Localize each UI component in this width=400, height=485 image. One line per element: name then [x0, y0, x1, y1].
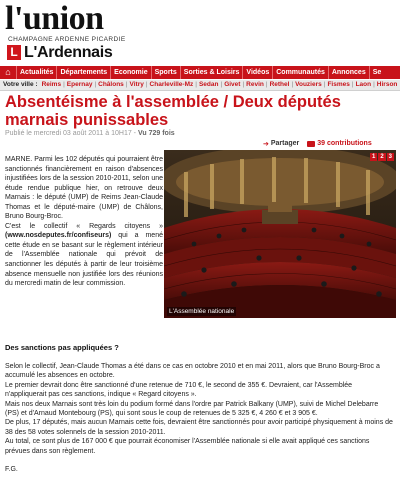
lead-paragraph-2 [5, 222, 163, 289]
lead-paragraph-1: MARNE. Parmi les 102 députés qui pourraient être sanctionnés financièrement en raison d'absences injustifiées lors de la session 2010-2011, selon une étude rendue publique hier, on retrouve deux Marnais : le député (UMP) de Reims Jean-Claude Thomas et le député-maire (UMP) de Châlons, Bruno Bourg-Broc. [5, 156, 163, 221]
nav-item-3[interactable]: Sports [151, 66, 180, 79]
lead-text-cont: qui a mené cette étude en se basant sur le règlement intérieur de l'Assemblée nationale qui prévoit de sanctionner les députés à partir de leur troisième absence mensuelle non justifiée lors des réunions du mercredi matin de leur commission. [5, 232, 163, 288]
body-paragraph-1: Selon le collectif, Jean-Claude Thomas a été dans ce cas en octobre 2010 et en mai 2011, alors que Bruno Bourg-Broc a accumulé les absences en octobre. [5, 363, 380, 380]
city-link-4[interactable]: Charleville-Mz [149, 81, 194, 88]
site-logo[interactable] [5, 2, 265, 62]
city-link-12[interactable]: Hirson [376, 81, 398, 88]
article-signature: F.G. [5, 466, 18, 474]
main-nav [0, 66, 400, 79]
article-toolbar [263, 139, 372, 148]
meta-separator: - [131, 130, 138, 137]
body-paragraph-5: Au total, ce sont plus de 167 000 € que pourrait économiser l'Assemblée nationale si elle avait appliqué ces sanctions prévues dans son règlement. [5, 438, 370, 455]
body-paragraph-4: De plus, 17 députés, mais aucun Marnais cette fois, devraient être sanctionnés pour avoir participé physiquement à moins de 38 des 58 votes solennels de la session 2010-2011. [5, 419, 393, 436]
city-link-2[interactable]: Châlons [98, 81, 124, 88]
city-link-3[interactable]: Vitry [129, 81, 144, 88]
article-meta [5, 129, 175, 138]
article-body [5, 362, 393, 474]
city-separator: | [125, 81, 128, 88]
contributions-link[interactable]: 39 contributions [317, 140, 372, 147]
photo-page-0[interactable]: 1 [371, 154, 376, 160]
city-separator: | [195, 81, 197, 88]
city-nav-label: Votre ville : [3, 81, 38, 88]
article-photo[interactable] [164, 150, 396, 318]
nav-item-5[interactable]: Vidéos [242, 66, 272, 79]
body-paragraph-3: Mais nos deux Marnais sont très loin du podium formé dans l'ordre par Patrick Balkany (UMP), suivi de Michel Delebarre (PS) et d'Arnaud Montebourg (PS), qui sont sous le coup de retenues de 5 325 €, 4 260 € et 3 905 €. [5, 400, 379, 418]
city-separator: | [373, 81, 375, 88]
nav-item-7[interactable]: Annonces [328, 66, 369, 79]
nav-item-1[interactable]: Départements [56, 66, 110, 79]
city-link-11[interactable]: Laon [355, 81, 372, 88]
city-link-7[interactable]: Revin [246, 81, 264, 88]
article-subheading: Des sanctions pas appliquées ? [5, 343, 119, 352]
share-button[interactable]: Partager [270, 140, 300, 147]
city-link-8[interactable]: Rethel [269, 81, 290, 88]
publish-date: Publié le mercredi 03 août 2011 à 10H17 [5, 130, 132, 137]
photo-caption: L'Assemblée nationale [169, 308, 235, 315]
photo-pager [370, 153, 394, 161]
comment-bubble-icon [307, 141, 315, 147]
city-separator: | [291, 81, 294, 88]
city-separator: | [63, 81, 65, 88]
article-lead [5, 155, 163, 289]
nav-item-8[interactable]: Se [369, 66, 385, 79]
city-separator: | [242, 81, 245, 88]
logo-ardennais-badge: L [7, 45, 21, 60]
city-separator: | [220, 81, 223, 88]
city-link-6[interactable]: Givet [224, 81, 241, 88]
assembly-hemicycle-image [164, 150, 396, 318]
city-separator: | [94, 81, 97, 88]
city-link-5[interactable]: Sedan [198, 81, 219, 88]
photo-page-2[interactable]: 3 [388, 154, 392, 160]
city-link-0[interactable]: Reims [41, 81, 62, 88]
nosdeputes-link[interactable]: (www.nosdeputes.fr/confiseurs) [5, 232, 112, 240]
lead-text: C'est le collectif « Regards citoyens » [5, 222, 163, 230]
city-link-9[interactable]: Vouziers [295, 81, 322, 88]
city-nav [0, 80, 400, 91]
city-separator: | [351, 81, 354, 88]
home-icon[interactable]: ⌂ [5, 67, 11, 77]
logo-tagline: CHAMPAGNE ARDENNE PICARDIE [8, 36, 126, 43]
city-separator: | [323, 81, 326, 88]
photo-page-1[interactable]: 2 [380, 154, 384, 160]
view-count: Vu 729 fois [137, 130, 175, 137]
nav-item-0[interactable]: Actualités [16, 66, 56, 79]
city-separator: | [145, 81, 148, 88]
nav-item-2[interactable]: Economie [110, 66, 150, 79]
logo-union: l'union [5, 0, 104, 37]
city-link-10[interactable]: Fismes [327, 81, 350, 88]
city-separator: | [265, 81, 268, 88]
city-link-1[interactable]: Epernay [66, 81, 93, 88]
nav-item-4[interactable]: Sorties & Loisirs [180, 66, 243, 79]
article-title: Absentéisme à l'assemblée / Deux députés marnais punissables [5, 93, 341, 129]
body-paragraph-2: Le premier devrait donc être sanctionné d'une retenue de 710 €, le second de 355 €. Devraient, car l'Assemblée n'appliquerait pas ces sanctions, indique « Regard citoyens ». [5, 381, 353, 399]
logo-ardennais: L'Ardennais [24, 44, 113, 61]
nav-item-6[interactable]: Communautés [272, 66, 328, 79]
share-arrow-icon: ➔ [263, 140, 269, 148]
